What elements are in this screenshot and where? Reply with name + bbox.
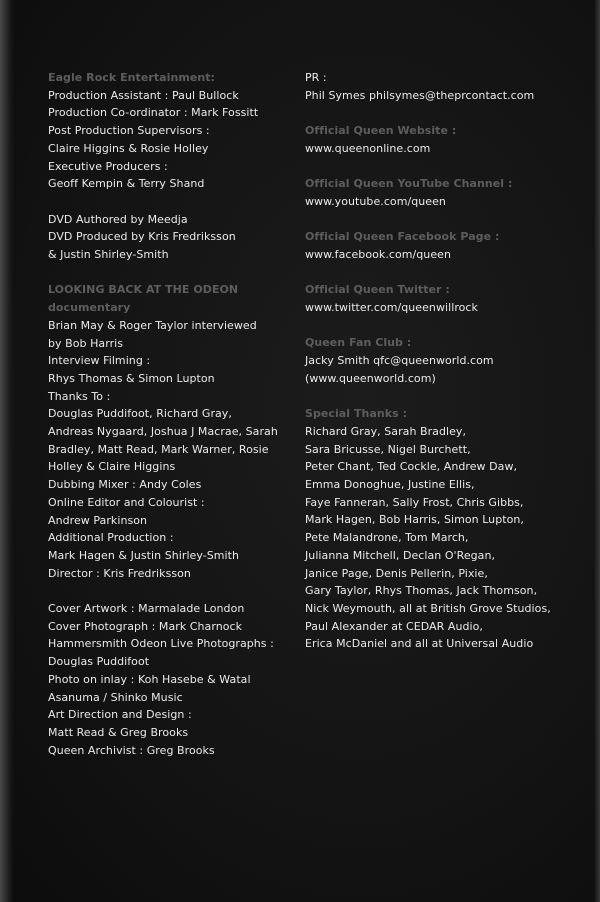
- credit-line: Production Co-ordinator : Mark Fossitt: [48, 106, 259, 120]
- credit-line: Interview Filming :: [48, 354, 151, 368]
- page-edge-left: [0, 0, 14, 902]
- credit-line: Queen Archivist : Greg Brooks: [48, 743, 215, 757]
- credit-line: Faye Fanneran, Sally Frost, Chris Gibbs,: [305, 495, 524, 509]
- credit-line: Cover Artwork : Marmalade London: [48, 602, 245, 616]
- credit-line: DVD Produced by Kris Fredriksson: [48, 230, 236, 244]
- credit-line: Hammersmith Odeon Live Photographs :: [48, 637, 274, 651]
- credit-line: Nick Weymouth, all at British Grove Studios,: [305, 602, 551, 615]
- credit-line: Phil Symes philsymes@theprcontact.com: [305, 88, 535, 102]
- section-heading: documentary: [48, 301, 131, 315]
- section-heading: Eagle Rock Entertainment:: [48, 71, 215, 84]
- credit-line: Rhys Thomas & Simon Lupton: [48, 371, 215, 385]
- spacer: [48, 193, 298, 211]
- credit-line: Sara Bricusse, Nigel Burchett,: [305, 442, 471, 456]
- section-heading: Queen Fan Club :: [305, 336, 412, 350]
- credit-line: www.twitter.com/queenwillrock: [305, 301, 478, 315]
- credit-line: Julianna Mitchell, Declan O'Regan,: [305, 548, 496, 562]
- credit-line: Production Assistant : Paul Bullock: [48, 88, 239, 102]
- credit-line: Art Direction and Design :: [48, 708, 192, 722]
- spacer: [48, 582, 298, 600]
- credit-line: Mark Hagen & Justin Shirley-Smith: [48, 548, 240, 562]
- credit-line: www.queenonline.com: [305, 141, 431, 155]
- spacer: [305, 317, 595, 335]
- credit-line: Jacky Smith qfc@queenworld.com: [305, 354, 494, 368]
- credit-line: Thanks To :: [48, 389, 111, 403]
- left-credits-column: [48, 69, 298, 759]
- credit-line: Bradley, Matt Read, Mark Warner, Rosie: [48, 442, 269, 456]
- credit-line: Janice Page, Denis Pellerin, Pixie,: [305, 566, 488, 580]
- credit-line: Photo on inlay : Koh Hasebe & Watal: [48, 672, 251, 686]
- credit-line: Matt Read & Greg Brooks: [48, 725, 189, 739]
- credit-line: Post Production Supervisors :: [48, 124, 210, 138]
- section-heading: LOOKING BACK AT THE ODEON: [48, 283, 239, 297]
- credit-line: Peter Chant, Ted Cockle, Andrew Daw,: [305, 460, 518, 474]
- spacer: [305, 211, 595, 229]
- section-heading: Special Thanks :: [305, 407, 408, 421]
- credit-line: Online Editor and Colourist :: [48, 495, 205, 509]
- right-credits-column: [305, 69, 595, 653]
- credit-line: Holley & Claire Higgins: [48, 460, 176, 474]
- credit-line: Executive Producers :: [48, 159, 168, 173]
- credit-line: Gary Taylor, Rhys Thomas, Jack Thomson,: [305, 584, 538, 598]
- credit-line: www.youtube.com/queen: [305, 194, 446, 208]
- credit-line: Douglas Puddifoot: [48, 655, 150, 669]
- credit-line: Claire Higgins & Rosie Holley: [48, 141, 209, 155]
- credit-line: (www.queenworld.com): [305, 371, 436, 385]
- credit-line: Asanuma / Shinko Music: [48, 690, 183, 704]
- credit-line: Additional Production :: [48, 531, 174, 545]
- credit-line: Andrew Parkinson: [48, 513, 148, 527]
- spacer: [48, 264, 298, 282]
- credit-line: Director : Kris Fredriksson: [48, 566, 191, 580]
- section-heading: Official Queen Website :: [305, 124, 457, 138]
- credit-line: Douglas Puddifoot, Richard Gray,: [48, 407, 232, 421]
- credit-line: Geoff Kempin & Terry Shand: [48, 177, 205, 191]
- credit-line: Cover Photograph : Mark Charnock: [48, 619, 243, 633]
- spacer: [305, 158, 595, 176]
- credit-line: by Bob Harris: [48, 336, 124, 350]
- credit-line: Brian May & Roger Taylor interviewed: [48, 318, 257, 332]
- spacer: [305, 264, 595, 282]
- credit-line: Mark Hagen, Bob Harris, Simon Lupton,: [305, 513, 524, 527]
- spacer: [305, 388, 595, 406]
- credit-line: Pete Malandrone, Tom March,: [305, 531, 469, 545]
- spacer: [305, 104, 595, 122]
- credit-line: PR :: [305, 71, 327, 84]
- credit-line: Andreas Nygaard, Joshua J Macrae, Sarah: [48, 425, 278, 439]
- credit-line: & Justin Shirley-Smith: [48, 248, 169, 262]
- credit-line: Erica McDaniel and all at Universal Audio: [305, 637, 534, 651]
- credit-line: Richard Gray, Sarah Bradley,: [305, 424, 467, 438]
- credit-line: www.facebook.com/queen: [305, 247, 451, 261]
- credit-line: Dubbing Mixer : Andy Coles: [48, 478, 202, 492]
- section-heading: Official Queen YouTube Channel :: [305, 177, 513, 191]
- credit-line: Paul Alexander at CEDAR Audio,: [305, 619, 483, 633]
- section-heading: Official Queen Facebook Page :: [305, 230, 500, 244]
- credit-line: Emma Donoghue, Justine Ellis,: [305, 478, 475, 492]
- section-heading: Official Queen Twitter :: [305, 283, 450, 297]
- credit-line: DVD Authored by Meedja: [48, 212, 188, 226]
